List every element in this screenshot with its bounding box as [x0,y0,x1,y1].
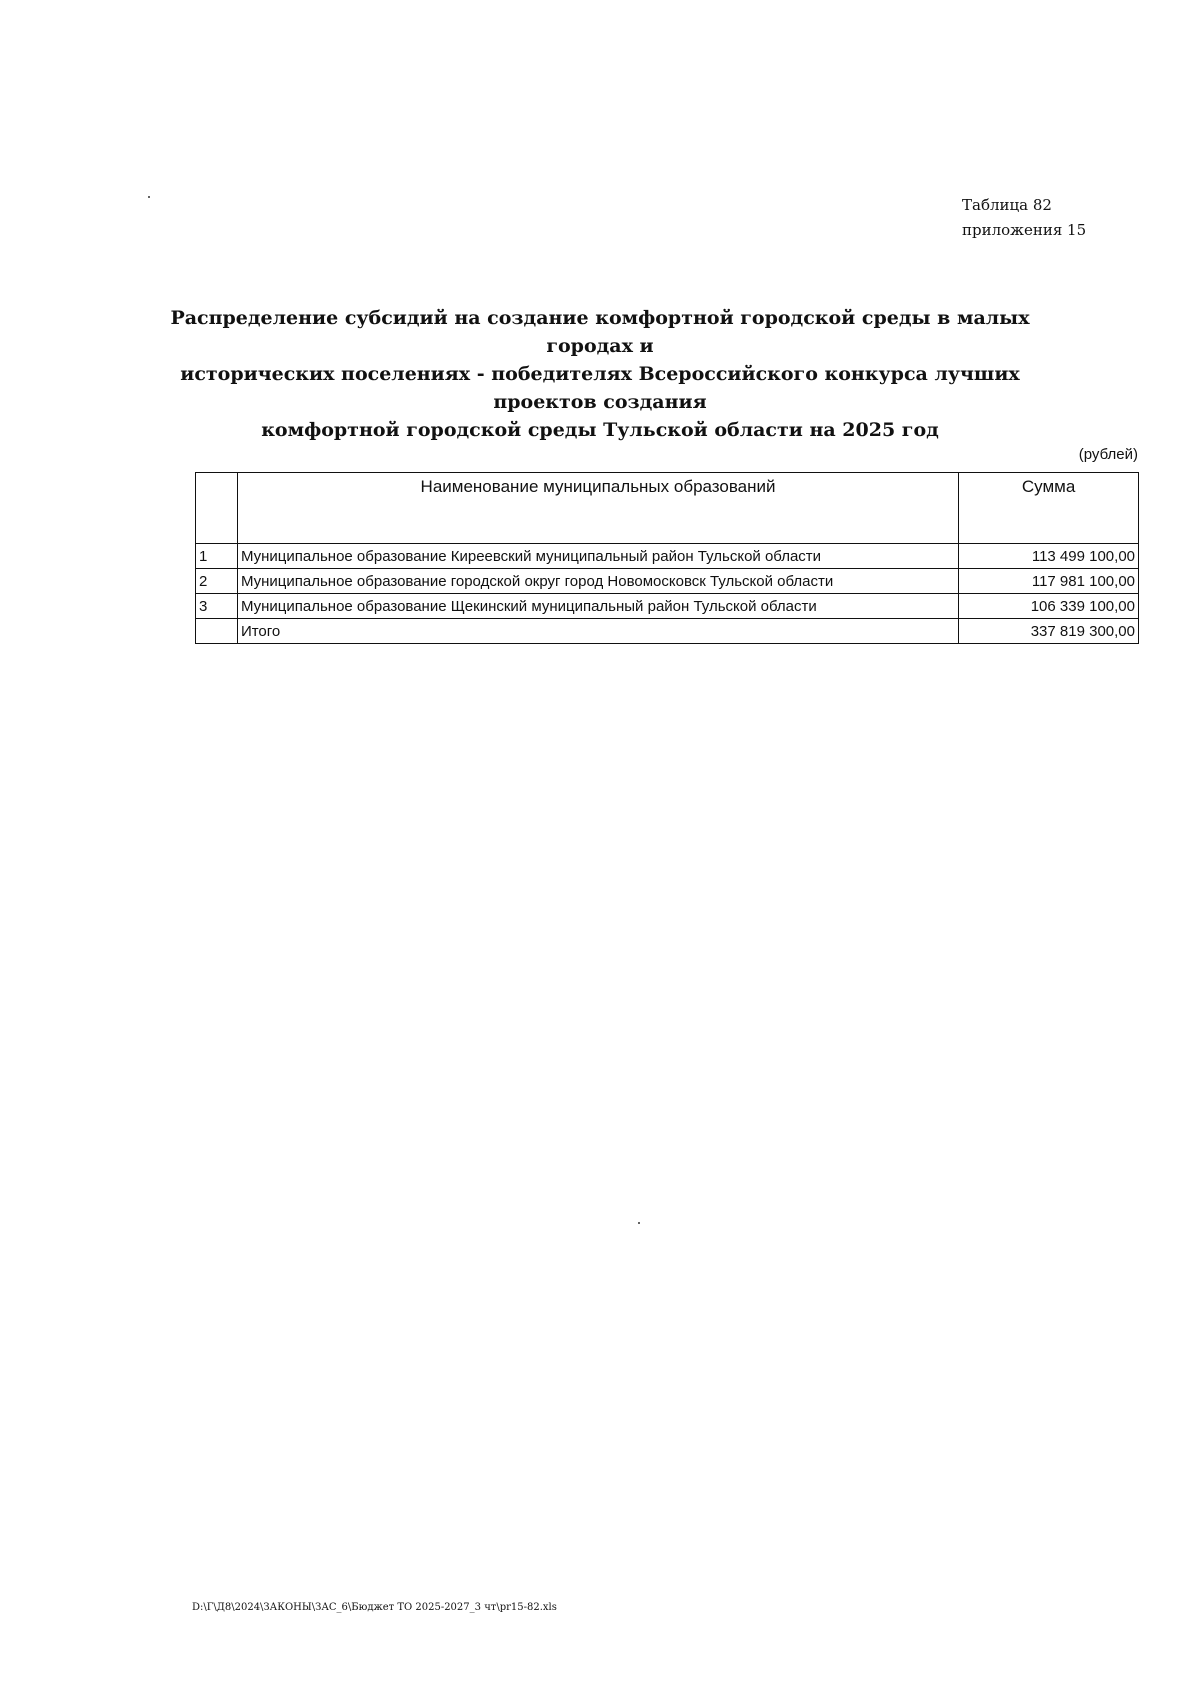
table-row [196,569,1139,594]
table-number-label: Таблица 82 [962,196,1052,214]
table-reference [962,193,1086,243]
total-number [196,619,238,644]
row-sum: 106 339 100,00 [959,594,1139,619]
appendix-label: приложения 15 [962,221,1087,239]
units-label: (рублей) [1078,446,1138,463]
row-sum: 117 981 100,00 [959,569,1139,594]
title-line-1: Распределение субсидий на создание комфортной городской среды в малых городах и [170,307,1030,357]
row-name: Муниципальное образование городской округ город Новомосковск Тульской области [237,569,958,594]
subsidy-table [195,472,1139,644]
title-line-2: исторических поселениях - победителях Всероссийского конкурса лучших проектов создания [180,363,1020,413]
row-number: 3 [196,594,238,619]
header-name: Наименование муниципальных образований [237,473,958,544]
total-label: Итого [237,619,958,644]
table-row [196,544,1139,569]
row-name: Муниципальное образование Щекинский муниципальный район Тульской области [237,594,958,619]
table-row [196,594,1139,619]
total-sum: 337 819 300,00 [959,619,1139,644]
row-number: 2 [196,569,238,594]
table-header-row [196,473,1139,544]
title-line-3: комфортной городской среды Тульской области на 2025 год [261,419,939,441]
scan-mark-dot [638,1222,640,1224]
table-total-row [196,619,1139,644]
row-sum: 113 499 100,00 [959,544,1139,569]
header-number [196,473,238,544]
scan-mark-dot [148,196,150,198]
row-number: 1 [196,544,238,569]
row-name: Муниципальное образование Киреевский муниципальный район Тульской области [237,544,958,569]
header-sum: Сумма [959,473,1139,544]
document-title [150,304,1050,444]
file-path-footer: D:\Г\Д8\2024\ЗАКОНЫ\ЗАС_6\Бюджет ТО 2025-2027_3 чт\pr15-82.xls [192,1602,557,1613]
